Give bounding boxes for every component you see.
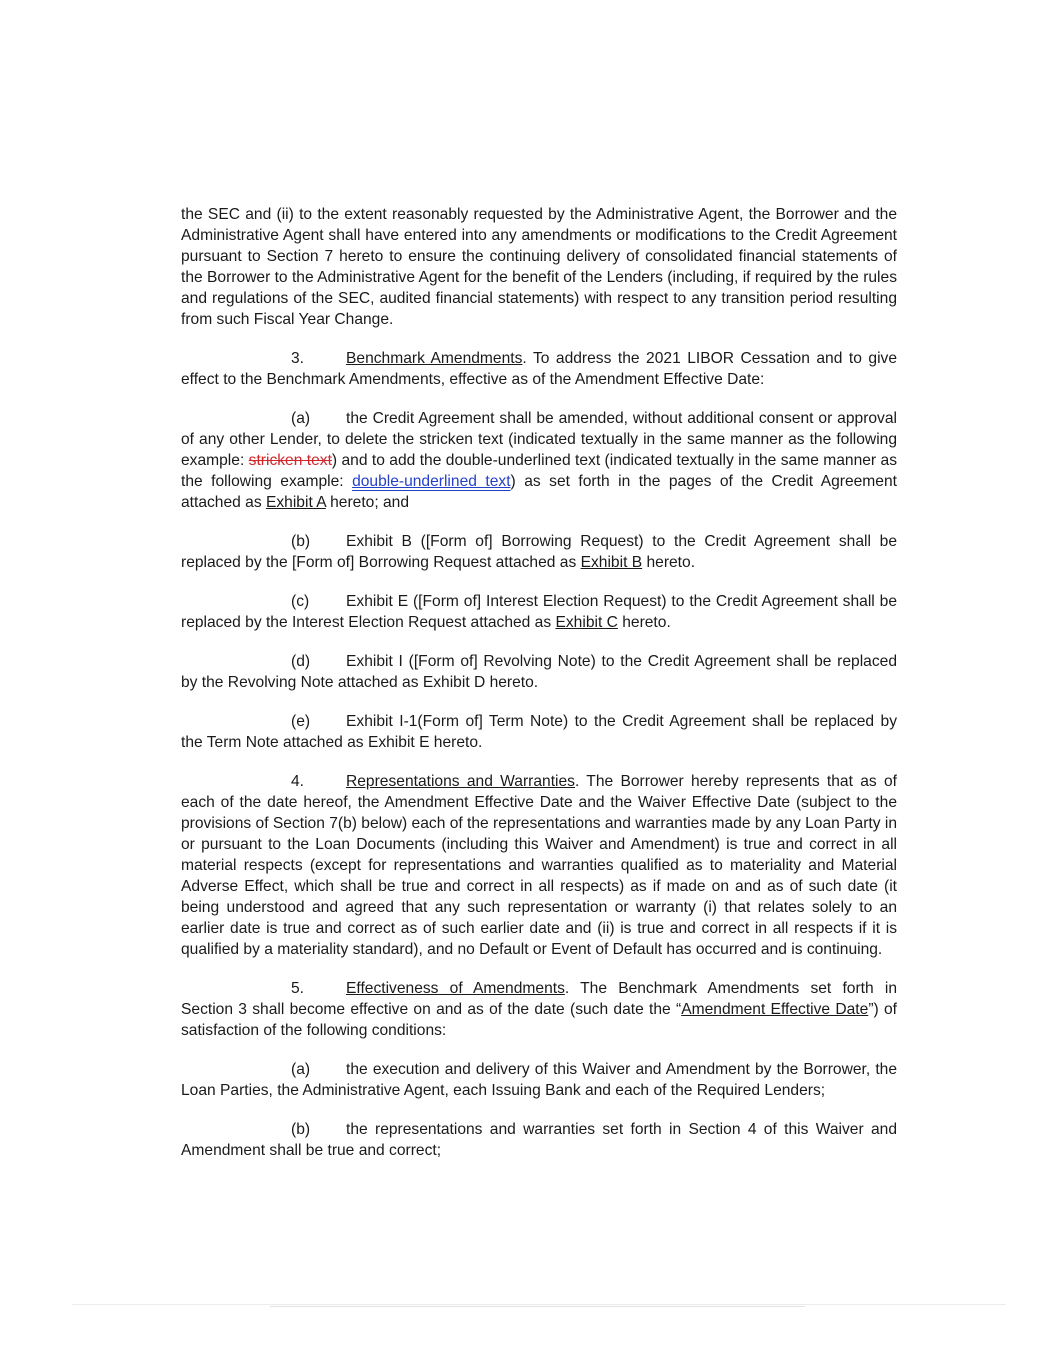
clause-label: (b): [291, 1121, 311, 1138]
clause-label: (c): [291, 593, 310, 610]
section-number: 3.: [291, 350, 305, 367]
clause-text: Exhibit B ([Form of] Borrowing Request) to the Credit Agreement shall be replaced by the [Form of] Borrowing Request attached as: [181, 533, 897, 571]
footer-divider: [72, 1304, 1006, 1305]
section-number: 4.: [291, 773, 305, 790]
clause-text: ) as set forth in the pages of the Credit Agreement attached as: [181, 473, 897, 511]
defined-term: Amendment Effective Date: [681, 1001, 869, 1018]
exhibit-reference: Exhibit A: [265, 494, 326, 511]
clause-label: (d): [291, 653, 311, 670]
clause-text: hereto; and: [325, 494, 410, 511]
clause-text: ) and to add the double-underlined text (indicated textually in the same manner as the following example:: [181, 452, 897, 490]
exhibit-reference: Exhibit B: [580, 554, 643, 571]
section-heading: Benchmark Amendments: [346, 350, 523, 367]
clause-5a-paragraph: [181, 1059, 897, 1101]
section-heading: Representations and Warranties: [346, 773, 575, 790]
section-4-paragraph: [181, 771, 897, 960]
clause-label: (e): [291, 713, 311, 730]
clause-3e-paragraph: [181, 711, 897, 753]
clause-label: (a): [291, 410, 311, 427]
clause-3d-paragraph: [181, 651, 897, 693]
clause-text: the representations and warranties set forth in Section 4 of this Waiver and Amendment shall be true and correct;: [181, 1121, 897, 1159]
section-text: . To address the 2021 LIBOR Cessation and to give effect to the Benchmark Amendments, effective as of the Amendment Effective Date:: [181, 350, 898, 388]
clause-label: (b): [291, 533, 311, 550]
clause-3a-paragraph: [181, 408, 897, 513]
clause-text: Exhibit I ([Form of] Revolving Note) to the Credit Agreement shall be replaced by the Revolving Note attached as Exhibit D hereto.: [181, 653, 897, 691]
section-3-paragraph: [181, 348, 897, 390]
section-5-paragraph: [181, 978, 897, 1041]
clause-text: Exhibit E ([Form of] Interest Election Request) to the Credit Agreement shall be replaced by the Interest Election Request attached as: [181, 593, 897, 631]
clause-text: the execution and delivery of this Waiver and Amendment by the Borrower, the Loan Parties, the Administrative Agent, each Issuing Bank and each of the Required Lenders;: [181, 1061, 897, 1099]
double-underlined-text-example: double-underlined text: [352, 473, 511, 490]
clause-3b-paragraph: [181, 531, 897, 573]
intro-paragraph: the SEC and (ii) to the extent reasonably requested by the Administrative Agent, the Borrower and the Administrative Agent shall have entered into any amendments or modifications to the Credit Agreement pursuant to Section 7 hereto to ensure the continuing delivery of consolidated financial statements of the Borrower to the Administrative Agent for the benefit of the Lenders (including, if required by the rules and regulations of the SEC, audited financial statements) with respect to any transition period resulting from such Fiscal Year Change.: [181, 206, 897, 328]
section-text: ”) of satisfaction of the following conditions:: [181, 1001, 897, 1039]
clause-text: Exhibit I-1(Form of] Term Note) to the Credit Agreement shall be replaced by the Term Note attached as Exhibit E hereto.: [181, 713, 897, 751]
section-text: . The Benchmark Amendments set forth in Section 3 shall become effective on and as of the date (such date the “: [181, 980, 898, 1018]
clause-label: (a): [291, 1061, 311, 1078]
clause-text: hereto.: [642, 554, 696, 571]
clause-text: hereto.: [617, 614, 671, 631]
clause-3c-paragraph: [181, 591, 897, 633]
footer-divider-inner: [270, 1306, 805, 1307]
section-heading: Effectiveness of Amendments: [346, 980, 565, 997]
section-number: 5.: [291, 980, 305, 997]
clause-text: the Credit Agreement shall be amended, without additional consent or approval of any other Lender, to delete the stricken text (indicated textually in the same manner as the following example:: [181, 410, 897, 469]
clause-5b-paragraph: [181, 1119, 897, 1161]
section-text: . The Borrower hereby represents that as of each of the date hereof, the Amendment Effective Date and the Waiver Effective Date (subject to the provisions of Section 7(b) below) each of the representations and warranties made by any Loan Party in or pursuant to the Loan Documents (including this Waiver and Amendment) is true and correct in all material respects (except for representations and warranties qualified as to materiality and Material Adverse Effect, which shall be true and correct in all respects) as if made on and as of such date (it being understood and agreed that any such representation or warranty (i) that relates solely to an earlier date is true and correct as of such earlier date and (ii) is true and correct in all respects if it is qualified by a materiality standard), and no Default or Event of Default has occurred and is continuing.: [181, 773, 897, 958]
stricken-text-example: stricken text: [248, 452, 332, 469]
exhibit-reference: Exhibit C: [555, 614, 618, 631]
document-page: [181, 204, 897, 1161]
